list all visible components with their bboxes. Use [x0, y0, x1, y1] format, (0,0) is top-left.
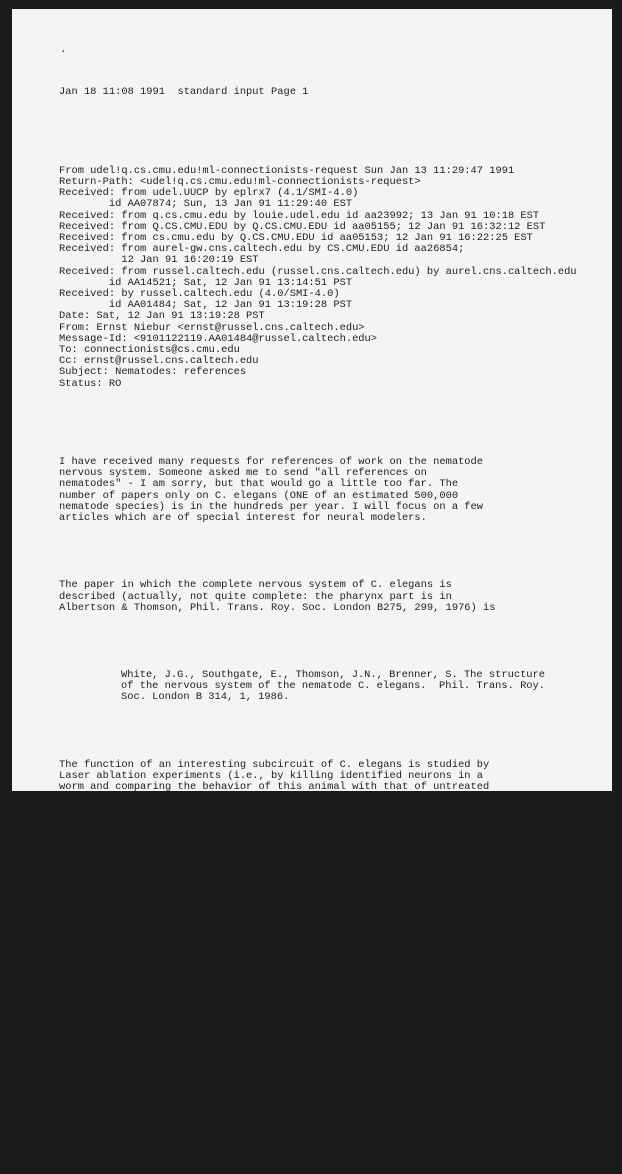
mail-headers	[59, 166, 608, 390]
text-line: Some more recent results on this system are described in the following	[59, 1116, 496, 1129]
stray-mark: .	[60, 44, 67, 56]
text-line: Status: RO	[59, 377, 122, 390]
text-line: Laser ablation experiments (i.e., by killing identified neurons in a	[59, 769, 484, 782]
text-line: I have received many requests for references of work on the nematode	[59, 456, 484, 469]
text-line: Received: from cs.cmu.edu by Q.CS.CMU.EDU id aa05153; 12 Jan 91 16:22:25 EST	[59, 232, 533, 245]
text-line: described (actually, not quite complete: the pharynx part is in	[59, 590, 452, 603]
text-line: worm and comparing the behavior of this animal with that of untreated	[59, 780, 490, 793]
text-line: Return-Path: <udel!q.cs.cmu.edu!ml-connectionists-request>	[59, 176, 421, 189]
text-line: Received: from aurel-gw.cns.caltech.edu by CS.CMU.EDU id aa26854;	[59, 243, 465, 256]
text-line: Received: from russel.caltech.edu (russel.cns.caltech.edu) by aurel.cns.caltech.edu	[59, 265, 577, 278]
text-line: The function of an interesting subcircuit of C. elegans is studied by	[59, 758, 490, 771]
text-line: Received: by russel.caltech.edu (4.0/SMI-4.0)	[59, 288, 340, 301]
text-line: The neural circuit for touch sensitivity in C. elegans. J. Neurosci.	[121, 870, 546, 883]
text-line: Albertson & Thomson, Phil. Trans. Roy. Soc. London B275, 299, 1976) is	[59, 601, 496, 614]
text-line: 12 Jan 91 16:20:19 EST	[59, 254, 259, 267]
text-line: id AA07874; Sun, 13 Jan 91 11:29:40 EST	[59, 198, 353, 211]
text-line: Stretton group:	[59, 1139, 153, 1152]
text-line: Johnson, C.D. Neural control of behavior in Ascaris. Trends in	[121, 1038, 508, 1051]
text-line: Date: Sat, 12 Jan 91 13:19:28 PST	[59, 310, 265, 323]
text-line: nematode species) is in the hundreds per year. I will focus on a few	[59, 500, 484, 513]
text-line: Neuroscience, 294, June 1985.	[121, 1049, 302, 1062]
text-line: Message-Id: <9101122119.AA01484@russel.caltech.edu>	[59, 332, 378, 345]
text-line: worms) in	[59, 792, 116, 805]
text-line: papers, which also contain useful references to other work of the	[59, 1128, 465, 1141]
text-line: nervous system. Someone asked me to send "all references on	[59, 467, 427, 480]
text-line: number of papers only on C. elegans (ONE of an estimated 500,000	[59, 489, 459, 502]
text-line: Received: from q.cs.cmu.edu by louie.udel.edu id aa23992; 13 Jan 91 10:18 EST	[59, 209, 540, 222]
paragraph-review	[59, 950, 608, 972]
text-line: Soc. London B 314, 1, 1986.	[121, 691, 290, 704]
reference-chalfie	[59, 860, 608, 894]
text-line: 5(4), 956, 1984.	[121, 881, 221, 894]
reference-stretton	[59, 1028, 608, 1062]
reference-white	[59, 670, 608, 704]
text-line: Stretton, A.O.W., Davis, R.E., Angstadt, J.D, Donmoyer, J.E. and	[121, 1027, 521, 1040]
paragraph-recent	[59, 1118, 608, 1152]
paragraph-intro	[59, 457, 608, 524]
text-line: White, J.G., Southgate, E., Thomson, J.N., Brenner, S. The structure	[121, 668, 546, 681]
text-line: To: connectionists@cs.cmu.edu	[59, 344, 240, 357]
text-line: other) work in the large nematode Ascaris lumbricoides is	[59, 960, 415, 973]
text-line: From: Ernst Niebur <ernst@russel.cns.caltech.edu>	[59, 321, 365, 334]
text-line: Subject: Nematodes: references	[59, 366, 247, 379]
text-line: id AA01484; Sat, 12 Jan 91 13:19:28 PST	[59, 299, 353, 312]
text-line: From udel!q.cs.cmu.edu!ml-connectionists-request Sun Jan 13 11:29:47 1991	[59, 164, 515, 177]
email-printout	[59, 65, 608, 1174]
text-line: nematodes" - I am sorry, but that would go a little too far. The	[59, 478, 459, 491]
paragraph-nervous-system	[59, 580, 608, 614]
text-line: Received: from udel.UUCP by eplrx7 (4.1/SMI-4.0)	[59, 187, 359, 200]
paragraph-subcircuit	[59, 760, 608, 805]
scanned-page	[12, 9, 612, 1152]
text-line: Received: from Q.CS.CMU.EDU by Q.CS.CMU.EDU id aa05155; 12 Jan 91 16:32:12 EST	[59, 220, 546, 233]
text-line: articles which are of special interest for neural modelers.	[59, 512, 427, 525]
text-line: id AA14521; Sat, 12 Jan 91 13:14:51 PST	[59, 276, 353, 289]
text-line: of the nervous system of the nematode C. elegans. Phil. Trans. Roy.	[121, 680, 546, 693]
page-header: Jan 18 11:08 1991 standard input Page 1	[59, 86, 309, 99]
text-line: A very well written review paper on the electrophysiological (and some	[59, 948, 496, 961]
text-line: Cc: ernst@russel.cns.caltech.edu	[59, 355, 259, 368]
text-line: Chalfie, M., Sulston, J.E., White, J.G, Thomson, J.N and Brenner, S.	[121, 859, 546, 872]
text-line: The paper in which the complete nervous system of C. elegans is	[59, 579, 452, 592]
